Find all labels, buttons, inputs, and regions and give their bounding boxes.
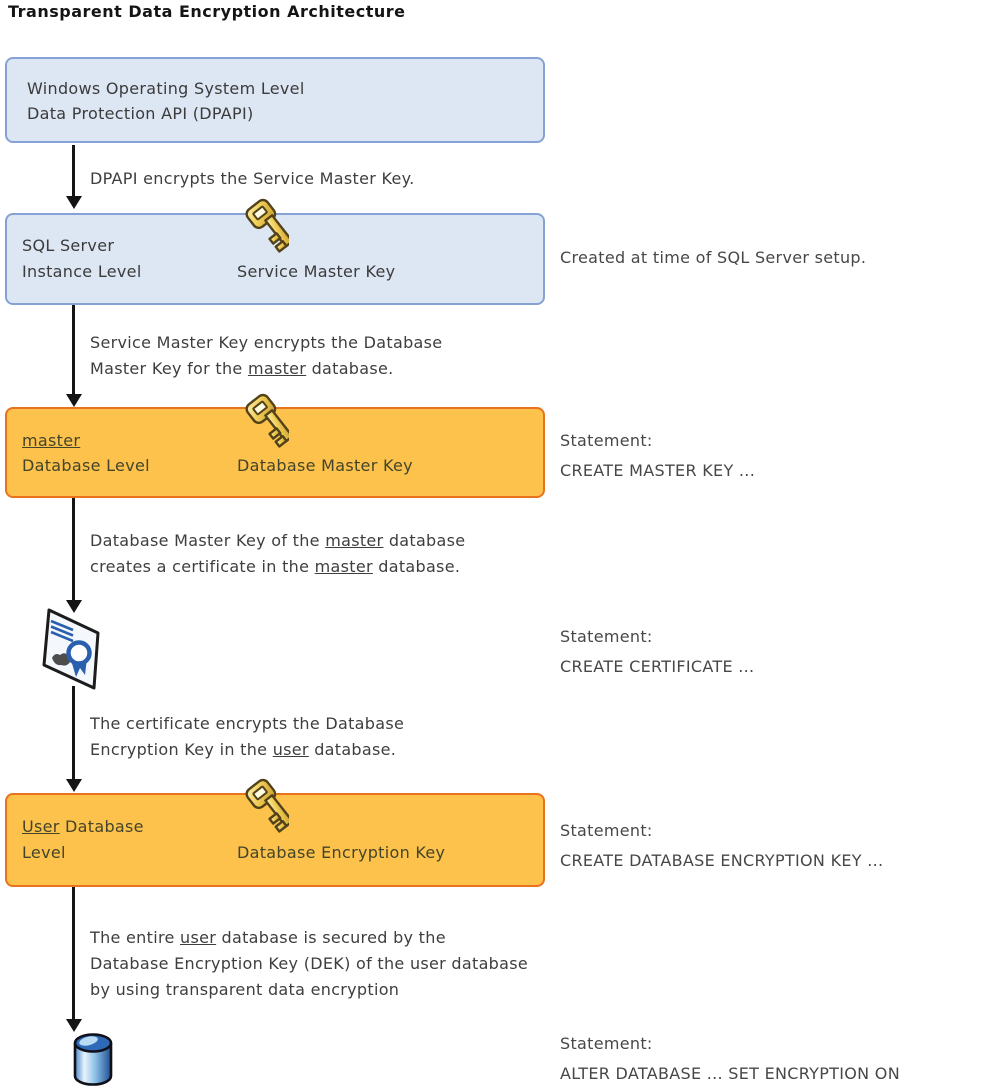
arrow5-label-line1 (90, 925, 528, 951)
master-db-underlined-text: master (314, 557, 373, 576)
text-segment: Master Key for the (90, 359, 248, 378)
statement-text: ALTER DATABASE ... SET ENCRYPTION ON (560, 1064, 900, 1083)
certificate-statement-note (560, 622, 754, 682)
arrow2-line (72, 305, 75, 395)
text-segment: database. (306, 359, 394, 378)
arrow1-label: DPAPI encrypts the Service Master Key. (90, 169, 415, 188)
arrow3-line (72, 498, 75, 601)
diagram-title: Transparent Data Encryption Architecture (8, 2, 406, 21)
arrow5-label-line3: by using transparent data encryption (90, 980, 400, 999)
user-db-level-line1 (22, 817, 144, 836)
arrow3-label-line2 (90, 554, 465, 580)
text-segment: database is secured by the (216, 928, 446, 947)
text-segment: The entire (90, 928, 181, 947)
user-db-underlined-text: user (180, 928, 217, 947)
arrow2-label-line2 (90, 356, 442, 382)
text-segment: Database Master Key of the (90, 531, 326, 550)
instance-level-box (5, 213, 545, 305)
user-db-level-line2: Level (22, 843, 66, 862)
user-db-level-box (5, 793, 545, 887)
key-icon (243, 390, 289, 452)
text-segment: Encryption Key in the (90, 740, 273, 759)
arrow4-head-icon (66, 779, 82, 792)
database-master-key-label: Database Master Key (237, 456, 413, 475)
statement-label: Statement: (560, 821, 653, 840)
arrow5-label (90, 925, 528, 1003)
os-level-line2: Data Protection API (DPAPI) (27, 104, 254, 123)
os-level-box (5, 57, 545, 143)
instance-level-line2: Instance Level (22, 262, 142, 281)
alter-db-statement-note (560, 1029, 900, 1086)
arrow5-line (72, 887, 75, 1020)
key-icon (243, 775, 289, 837)
statement-label: Statement: (560, 1034, 653, 1053)
user-db-underlined-text: user (272, 740, 309, 759)
text-segment: creates a certificate in the (90, 557, 315, 576)
statement-label: Statement: (560, 627, 653, 646)
arrow5-label-line2: Database Encryption Key (DEK) of the user database (90, 954, 529, 973)
arrow2-label (90, 330, 442, 382)
arrow3-label (90, 528, 465, 580)
arrow1-head-icon (66, 196, 82, 209)
master-key-statement-note (560, 426, 755, 486)
database-cylinder-icon (72, 1033, 114, 1086)
arrow1-line (72, 145, 75, 197)
arrow4-label-line1: The certificate encrypts the Database (90, 714, 405, 733)
statement-text: CREATE MASTER KEY ... (560, 461, 756, 480)
text-segment: database (383, 531, 466, 550)
statement-label: Statement: (560, 431, 653, 450)
master-db-underlined-text: master (325, 531, 384, 550)
master-db-underlined-text: master (247, 359, 307, 378)
instance-note: Created at time of SQL Server setup. (560, 248, 867, 267)
text-segment: database. (308, 740, 397, 759)
text-segment: database. (372, 557, 461, 576)
arrow5-head-icon (66, 1019, 82, 1032)
arrow2-label-line1: Service Master Key encrypts the Database (90, 333, 443, 352)
master-db-name: master (22, 431, 81, 450)
arrow2-head-icon (66, 394, 82, 407)
dek-statement-note (560, 816, 883, 876)
key-icon (243, 195, 289, 257)
certificate-icon (42, 608, 100, 690)
user-db-underlined-text: User (22, 817, 60, 836)
arrow4-line (72, 686, 75, 780)
service-master-key-label: Service Master Key (237, 262, 396, 281)
arrow4-label (90, 711, 404, 763)
arrow4-label-line2 (90, 737, 404, 763)
text-segment: Database (59, 817, 144, 836)
os-level-line1: Windows Operating System Level (27, 79, 305, 98)
master-db-level-line2: Database Level (22, 456, 150, 475)
statement-text: CREATE CERTIFICATE ... (560, 657, 755, 676)
statement-text: CREATE DATABASE ENCRYPTION KEY ... (560, 851, 884, 870)
database-encryption-key-label: Database Encryption Key (237, 843, 446, 862)
instance-level-line1: SQL Server (22, 236, 115, 255)
arrow3-label-line1 (90, 528, 465, 554)
master-db-level-box (5, 407, 545, 498)
